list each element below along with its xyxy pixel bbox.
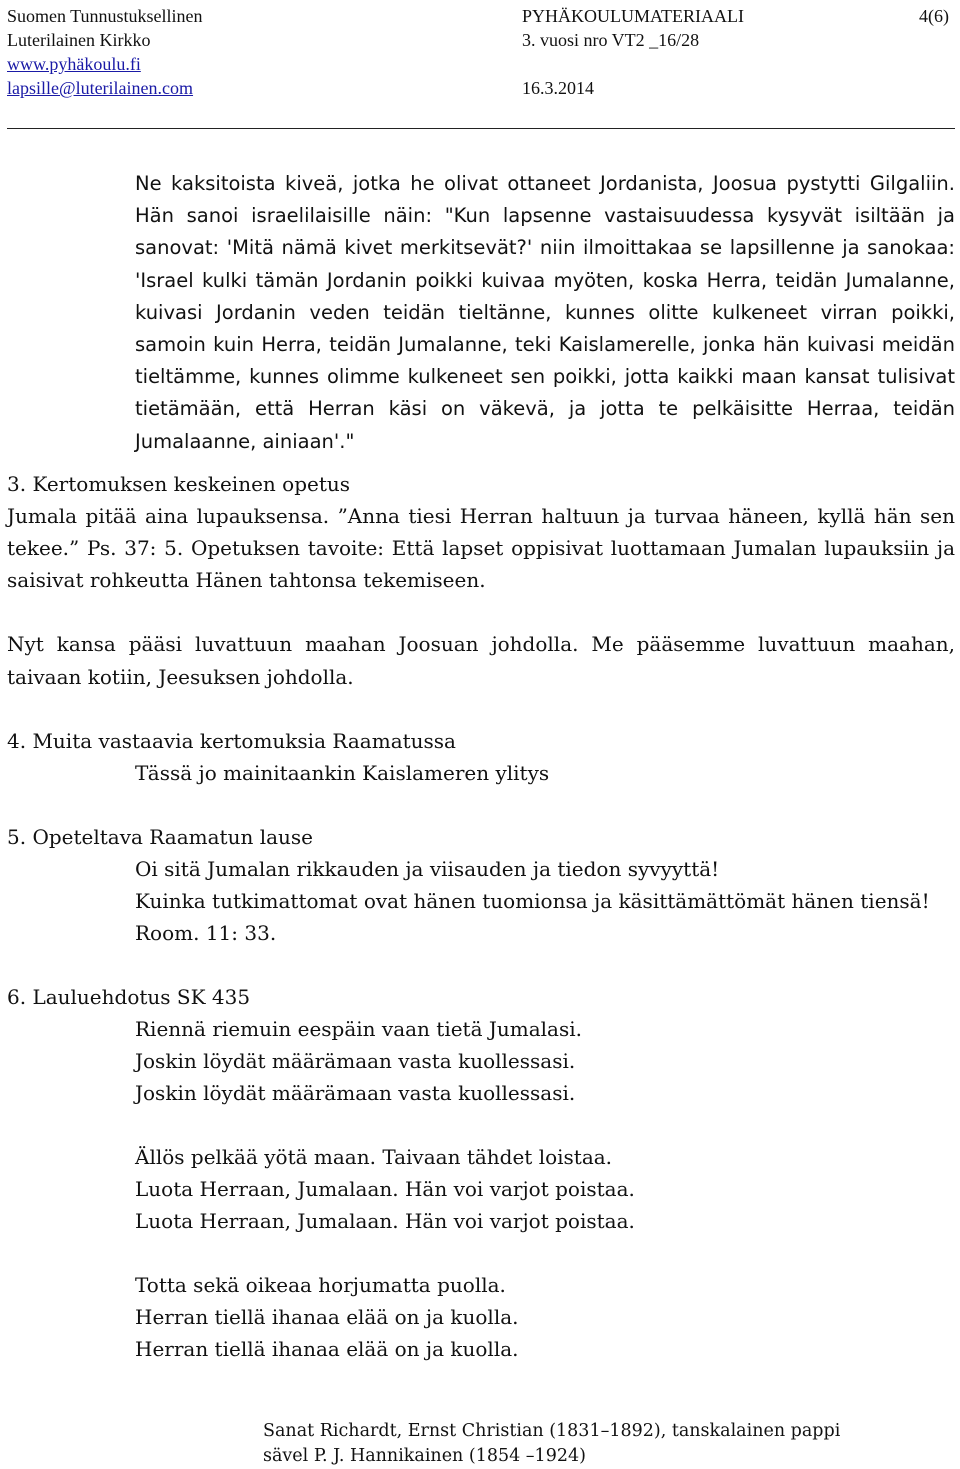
document-body [7,168,955,1365]
org-name-line2: Luterilainen Kirkko [7,30,151,50]
header-divider [7,128,955,129]
song-line: Joskin löydät määrämaan vasta kuollessasi. [135,1080,576,1105]
song-line: Luota Herraan, Jumalaan. Hän voi varjot poistaa. [135,1176,635,1201]
section-3-heading: 3. Kertomuksen keskeinen opetus [7,471,351,496]
spacer [7,789,955,821]
section-5-heading: 5. Opeteltava Raamatun lause [7,824,313,849]
song-line: Luota Herraan, Jumalaan. Hän voi varjot poistaa. [135,1208,635,1233]
page-number: 4(6) [919,6,949,26]
intro-paragraph: Ne kaksitoista kiveä, jotka he olivat ottaneet Jordanista, Joosua pystytti Gilgaliin. Hän sanoi israelilaisille näin: "Kun lapsenne vastaisuudessa kysyvät isiltään ja sanovat: 'Mitä nämä kivet merkitsevät?' niin ilmoittakaa se lapsillenne ja sanokaa: 'Israel kulki tämän Jordanin poikki kuivaa myöten, koska Herra, teidän Jumalanne, kuivasi Jordanin veden teidän tieltänne, kunnes olitte kulkeneet virran poikki, samoin kuin Herra, teidän Jumalanne, teki Kaislamerelle, jonka hän kuivasi meidän tieltämme, kunnes olimme kulkeneet sen poikki, jotta kaikki maan kansat tulisivat tietämään, että Herran käsi on väkevä, ja jotta te pelkäisitte Herraa, teidän Jumalaanne, ainiaan'." [135,172,955,453]
spacer [7,1109,955,1141]
header-row-4 [7,76,953,100]
section-4-line: Tässä jo mainitaankin Kaislameren ylitys [135,760,550,785]
material-title: PYHÄKOULUMATERIAALI [522,6,744,26]
header-row-3 [7,52,953,76]
song-line: Totta sekä oikeaa horjumatta puolla. [135,1272,506,1297]
header-row-1 [7,4,953,28]
spacer [7,693,955,725]
page-header [7,4,953,100]
lyrics-credit: Sanat Richardt, Ernst Christian (1831–1892), tanskalainen pappi [263,1421,841,1441]
bible-verse-line: Kuinka tutkimattomat ovat hänen tuomionsa ja käsittämättömät hänen tiensä! [135,888,930,913]
section-4-heading: 4. Muita vastaavia kertomuksia Raamatussa [7,728,456,753]
song-line: Herran tiellä ihanaa elää on ja kuolla. [135,1336,519,1361]
issue-number: 3. vuosi nro VT2 _16/28 [522,30,700,50]
email-link[interactable]: lapsille@luterilainen.com [7,78,194,98]
header-row-2 [7,28,953,52]
song-line: Herran tiellä ihanaa elää on ja kuolla. [135,1304,519,1329]
bible-verse-line: Oi sitä Jumalan rikkauden ja viisauden ja tiedon syvyyttä! [135,856,720,881]
website-link[interactable]: www.pyhäkoulu.fi [7,54,141,74]
spacer [7,949,955,981]
melody-credit: sävel P. J. Hannikainen (1854 –1924) [263,1446,586,1466]
spacer [7,596,955,628]
document-date: 16.3.2014 [522,78,594,98]
song-line: Joskin löydät määrämaan vasta kuollessasi. [135,1048,576,1073]
section-3-paragraph-2: Nyt kansa pääsi luvattuun maahan Joosuan johdolla. Me pääsemme luvattuun maahan, taivaan kotiin, Jeesuksen johdolla. [7,632,955,689]
spacer [7,1237,955,1269]
section-3-paragraph: Jumala pitää aina lupauksensa. ”Anna tiesi Herran haltuun ja turvaa häneen, kyllä hän sen tekee.” Ps. 37: 5. Opetuksen tavoite: Että lapset oppisivat luottamaan Jumalan lupauksiin ja saisivat rohkeutta Hänen tahtonsa tekemiseen. [7,503,955,593]
section-6-heading: 6. Lauluehdotus SK 435 [7,984,251,1009]
bible-verse-reference: Room. 11: 33. [135,920,277,945]
song-line: Riennä riemuin eespäin vaan tietä Jumalasi. [135,1016,583,1041]
org-name-line1: Suomen Tunnustuksellinen [7,6,203,26]
song-line: Ällös pelkää yötä maan. Taivaan tähdet loistaa. [135,1144,613,1169]
song-credits [263,1419,840,1469]
